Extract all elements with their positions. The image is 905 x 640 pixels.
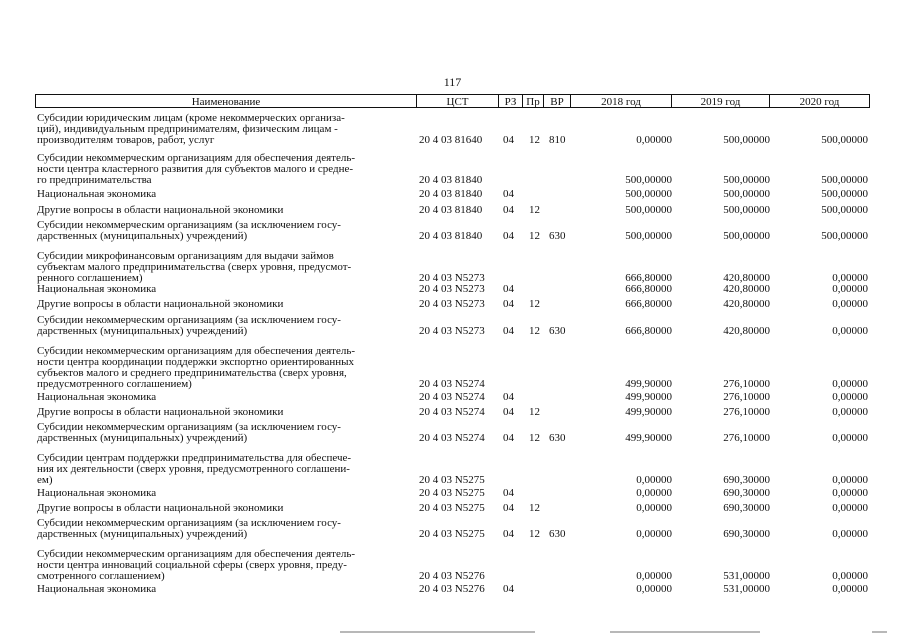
- header-cst: ЦСТ: [416, 95, 498, 107]
- cell-y2019: 690,30000: [723, 474, 770, 486]
- cell-y2018: 666,80000: [625, 325, 672, 337]
- cell-cst: 20 4 03 N5273: [419, 298, 485, 310]
- cell-name: Другие вопросы в области национальной экономики: [37, 502, 284, 514]
- cell-cst: 20 4 03 N5274: [419, 378, 485, 390]
- cell-rz: 04: [503, 230, 514, 242]
- cell-y2019: 500,00000: [723, 230, 770, 242]
- header-pr: Пр: [522, 95, 543, 107]
- cell-name: Субсидии некоммерческим организациям для обеспечения деятель- ности центра инноваций социальной сферы (сверх уровня, преду- смотренного соглашением): [37, 548, 356, 582]
- cell-cst: 20 4 03 N5273: [419, 272, 485, 284]
- cell-y2018: 499,90000: [625, 391, 672, 403]
- header-vr: ВР: [543, 95, 570, 107]
- cell-y2020: 0,00000: [832, 432, 868, 444]
- cell-y2019: 690,30000: [723, 528, 770, 540]
- cell-vr: 630: [549, 432, 566, 444]
- cell-y2020: 500,00000: [821, 174, 868, 186]
- cell-y2020: 0,00000: [832, 391, 868, 403]
- cell-rz: 04: [503, 432, 514, 444]
- cell-y2019: 500,00000: [723, 188, 770, 200]
- cell-y2018: 0,00000: [636, 502, 672, 514]
- cell-name: Другие вопросы в области национальной экономики: [37, 406, 284, 418]
- cell-cst: 20 4 03 N5274: [419, 391, 485, 403]
- cell-y2020: 500,00000: [821, 230, 868, 242]
- cell-y2019: 500,00000: [723, 134, 770, 146]
- table-header: [35, 94, 870, 108]
- header-2019: 2019 год: [671, 95, 769, 107]
- cell-pr: 12: [529, 325, 540, 337]
- cell-cst: 20 4 03 N5274: [419, 406, 485, 418]
- cell-name: Субсидии некоммерческим организациям для обеспечения деятель- ности центра кластерного развития для субъектов малого и средне- го предпринимательства: [37, 152, 356, 186]
- cell-pr: 12: [529, 406, 540, 418]
- cell-y2018: 500,00000: [625, 174, 672, 186]
- cell-name: Национальная экономика: [37, 188, 157, 200]
- cell-y2020: 0,00000: [832, 487, 868, 499]
- cell-rz: 04: [503, 283, 514, 295]
- cell-pr: 12: [529, 230, 540, 242]
- header-2020: 2020 год: [769, 95, 869, 107]
- cell-pr: 12: [529, 502, 540, 514]
- cell-y2018: 499,90000: [625, 432, 672, 444]
- cell-y2018: 500,00000: [625, 230, 672, 242]
- cell-vr: 630: [549, 325, 566, 337]
- cell-rz: 04: [503, 487, 514, 499]
- cell-pr: 12: [529, 432, 540, 444]
- cell-y2019: 531,00000: [723, 583, 770, 595]
- cell-y2020: 500,00000: [821, 204, 868, 216]
- cell-y2018: 500,00000: [625, 188, 672, 200]
- cell-rz: 04: [503, 406, 514, 418]
- cell-y2018: 666,80000: [625, 272, 672, 284]
- cell-name: Национальная экономика: [37, 583, 157, 595]
- cell-cst: 20 4 03 81840: [419, 188, 483, 200]
- cell-rz: 04: [503, 325, 514, 337]
- cell-name: Другие вопросы в области национальной экономики: [37, 298, 284, 310]
- cell-name: Национальная экономика: [37, 283, 157, 295]
- cell-pr: 12: [529, 134, 540, 146]
- cell-y2019: 531,00000: [723, 570, 770, 582]
- cell-y2020: 0,00000: [832, 570, 868, 582]
- cell-vr: 630: [549, 230, 566, 242]
- cell-y2020: 0,00000: [832, 325, 868, 337]
- cell-pr: 12: [529, 528, 540, 540]
- cell-y2018: 0,00000: [636, 570, 672, 582]
- cell-name: Субсидии некоммерческим организациям (за исключением госу- дарственных (муниципальных) учреждений): [37, 517, 341, 540]
- cell-rz: 04: [503, 188, 514, 200]
- header-name: Наименование: [191, 96, 261, 108]
- cell-name: Национальная экономика: [37, 391, 157, 403]
- cell-y2019: 690,30000: [723, 502, 770, 514]
- cell-y2019: 420,80000: [723, 283, 770, 295]
- cell-y2018: 499,90000: [625, 406, 672, 418]
- cell-y2020: 0,00000: [832, 474, 868, 486]
- cell-vr: 630: [549, 528, 566, 540]
- cell-y2019: 420,80000: [723, 325, 770, 337]
- cell-y2018: 666,80000: [625, 283, 672, 295]
- cell-name: Субсидии некоммерческим организациям (за исключением госу- дарственных (муниципальных) учреждений): [37, 314, 341, 337]
- cell-rz: 04: [503, 134, 514, 146]
- cell-cst: 20 4 03 N5275: [419, 474, 485, 486]
- cell-y2019: 276,10000: [723, 378, 770, 390]
- cell-y2019: 276,10000: [723, 432, 770, 444]
- cell-cst: 20 4 03 N5275: [419, 528, 485, 540]
- cell-y2019: 500,00000: [723, 174, 770, 186]
- cell-cst: 20 4 03 N5274: [419, 432, 485, 444]
- cell-y2019: 420,80000: [723, 298, 770, 310]
- cell-y2020: 0,00000: [832, 272, 868, 284]
- cell-y2018: 500,00000: [625, 204, 672, 216]
- scan-artifact-line: [340, 631, 535, 633]
- cell-cst: 20 4 03 N5276: [419, 583, 485, 595]
- cell-cst: 20 4 03 N5275: [419, 487, 485, 499]
- cell-y2020: 0,00000: [832, 378, 868, 390]
- cell-cst: 20 4 03 N5273: [419, 283, 485, 295]
- cell-y2020: 500,00000: [821, 188, 868, 200]
- cell-y2019: 500,00000: [723, 204, 770, 216]
- cell-rz: 04: [503, 391, 514, 403]
- cell-cst: 20 4 03 81840: [419, 204, 483, 216]
- cell-name: Субсидии некоммерческим организациям (за исключением госу- дарственных (муниципальных) учреждений): [37, 219, 341, 242]
- cell-y2020: 0,00000: [832, 406, 868, 418]
- cell-y2018: 0,00000: [636, 528, 672, 540]
- header-2018: 2018 год: [570, 95, 671, 107]
- cell-name: Другие вопросы в области национальной экономики: [37, 204, 284, 216]
- page-number: 117: [443, 75, 462, 89]
- cell-rz: 04: [503, 583, 514, 595]
- cell-rz: 04: [503, 298, 514, 310]
- cell-name: Национальная экономика: [37, 487, 157, 499]
- cell-y2019: 276,10000: [723, 391, 770, 403]
- scan-artifact-line: [610, 631, 760, 633]
- cell-vr: 810: [549, 134, 566, 146]
- cell-cst: 20 4 03 81840: [419, 174, 483, 186]
- cell-y2020: 0,00000: [832, 283, 868, 295]
- cell-pr: 12: [529, 204, 540, 216]
- cell-cst: 20 4 03 81840: [419, 230, 483, 242]
- cell-name: Субсидии микрофинансовым организациям для выдачи займов субъектам малого предпринимательства (сверх уровня, предусмот- ренного соглашением): [37, 250, 352, 284]
- cell-y2018: 0,00000: [636, 474, 672, 486]
- cell-name: Субсидии центрам поддержки предпринимательства для обеспече- ния их деятельности (сверх уровня, предусмотренного соглашени- ем): [37, 452, 352, 486]
- cell-y2020: 0,00000: [832, 298, 868, 310]
- cell-y2018: 0,00000: [636, 134, 672, 146]
- cell-name: Субсидии некоммерческим организациям для обеспечения деятель- ности центра координации поддержки экспортно ориентированных субъектов малого и среднего предпринимательства (сверх уровня, предусмотренного соглашением): [37, 345, 356, 390]
- cell-y2020: 0,00000: [832, 528, 868, 540]
- header-rz: РЗ: [498, 95, 522, 107]
- cell-y2019: 420,80000: [723, 272, 770, 284]
- cell-cst: 20 4 03 N5273: [419, 325, 485, 337]
- cell-name: Субсидии юридическим лицам (кроме некоммерческих организа- ций), индивидуальным предпринимателям, физическим лицам - производителям товаров, работ, услуг: [37, 112, 345, 146]
- cell-pr: 12: [529, 298, 540, 310]
- cell-name: Субсидии некоммерческим организациям (за исключением госу- дарственных (муниципальных) учреждений): [37, 421, 341, 444]
- cell-rz: 04: [503, 204, 514, 216]
- cell-cst: 20 4 03 81640: [419, 134, 483, 146]
- cell-cst: 20 4 03 N5276: [419, 570, 485, 582]
- cell-y2020: 500,00000: [821, 134, 868, 146]
- cell-y2018: 499,90000: [625, 378, 672, 390]
- cell-y2020: 0,00000: [832, 502, 868, 514]
- cell-cst: 20 4 03 N5275: [419, 502, 485, 514]
- cell-y2020: 0,00000: [832, 583, 868, 595]
- cell-rz: 04: [503, 528, 514, 540]
- cell-y2019: 276,10000: [723, 406, 770, 418]
- cell-y2018: 0,00000: [636, 583, 672, 595]
- cell-rz: 04: [503, 502, 514, 514]
- cell-y2018: 666,80000: [625, 298, 672, 310]
- cell-y2019: 690,30000: [723, 487, 770, 499]
- scan-artifact-line: [872, 631, 887, 633]
- cell-y2018: 0,00000: [636, 487, 672, 499]
